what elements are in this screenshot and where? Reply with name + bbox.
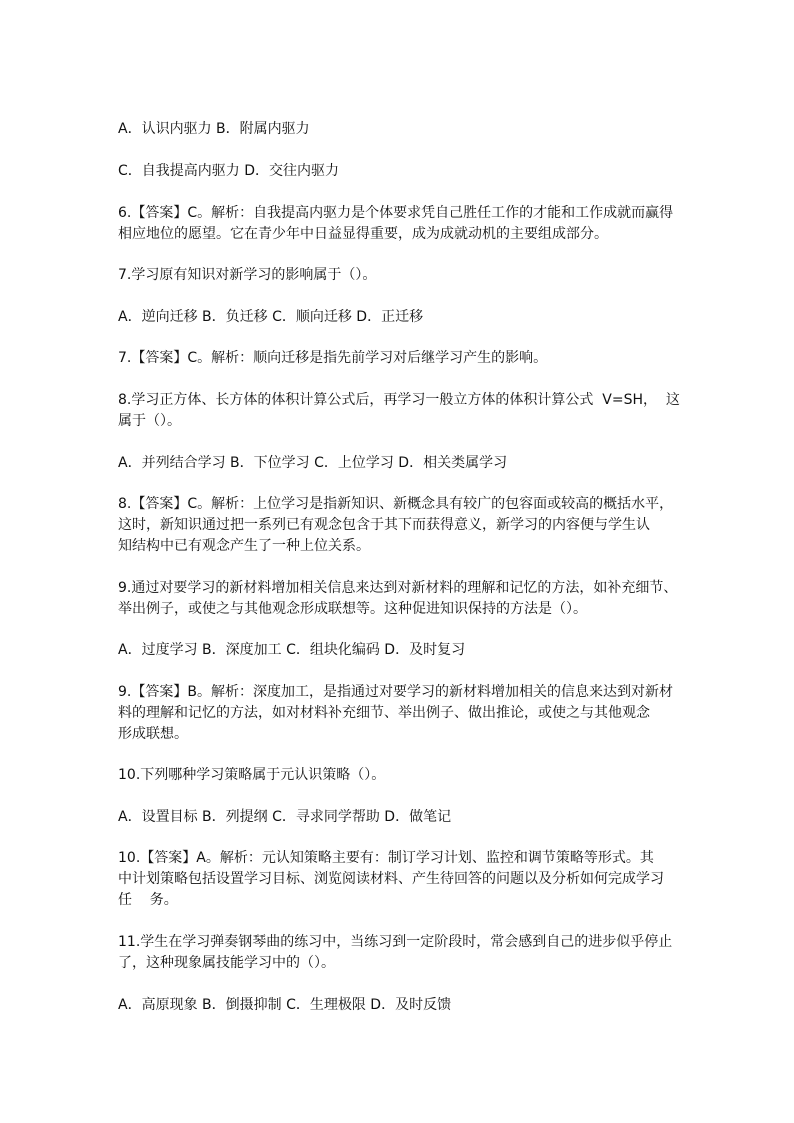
q11-options: A．高原现象 B．倒摄抑制 C．生理极限 D．及时反馈 [118,997,452,1013]
q5-options-ab: A．认识内驱力 B．附属内驱力 [118,121,310,137]
question-9-line-2: 举出例子，或使之与其他观念形成联想等。这种促进知识保持的方法是（）。 [118,601,587,617]
question-9-line-1: 9.通过对要学习的新材料增加相关信息来达到对新材料的理解和记忆的方法，如补充细节、 [118,580,678,596]
q5-options-cd: C．自我提高内驱力 D．交往内驱力 [118,163,340,179]
answer-8-line-3: 知结构中已有观念产生了一种上位关系。 [118,538,370,554]
question-10: 10.下列哪种学习策略属于元认识策略（）。 [118,767,386,783]
answer-8-line-2: 这时，新知识通过把一系列已有观念包含于其下而获得意义，新学习的内容便与学生认 [118,517,650,533]
q7-options: A．逆向迁移 B．负迁移 C．顺向迁移 D．正迁移 [118,309,424,325]
answer-9-line-3: 形成联想。 [118,726,188,742]
q9-options: A．过度学习 B．深度加工 C．组块化编码 D．及时复习 [118,642,466,658]
question-7: 7.学习原有知识对新学习的影响属于（）。 [118,267,377,283]
q10-options: A．设置目标 B．列提纲 C．寻求同学帮助 D．做笔记 [118,809,452,825]
answer-10-line-2: 中计划策略包括设置学习目标、浏览阅读材料、产生待回答的问题以及分析如何完成学习 [118,871,664,887]
question-11-line-1: 11.学生在学习弹奏钢琴曲的练习中，当练习到一定阶段时，常会感到自己的进步似乎停止 [118,934,673,950]
q8-options: A．并列结合学习 B．下位学习 C．上位学习 D．相关类属学习 [118,455,508,471]
answer-6-line-2: 相应地位的愿望。它在青少年中日益显得重要，成为成就动机的主要组成部分。 [118,226,608,242]
question-8-line-1: 8.学习正方体、长方体的体积计算公式后，再学习一般立方体的体积计算公式 V=SH， 这 [118,392,680,408]
answer-6-line-1: 6.【答案】C。解析：自我提高内驱力是个体要求凭自己胜任工作的才能和工作成就而赢得 [118,205,674,221]
answer-8-line-1: 8.【答案】C。解析：上位学习是指新知识、新概念具有较广的包容面或较高的概括水平， [118,496,674,512]
answer-9-line-2: 料的理解和记忆的方法，如对材料补充细节、举出例子、做出推论，或使之与其他观念 [118,705,650,721]
answer-9-line-1: 9.【答案】B。解析：深度加工，是指通过对要学习的新材料增加相关的信息来达到对新材 [118,684,673,700]
question-8-line-2: 属于（）。 [118,413,181,429]
question-11-line-2: 了，这种现象属技能学习中的（）。 [118,955,335,971]
answer-10-line-1: 10.【答案】A。解析：元认知策略主要有：制订学习计划、监控和调节策略等形式。其 [118,850,654,866]
answer-7: 7.【答案】C。解析：顺向迁移是指先前学习对后继学习产生的影响。 [118,350,548,366]
answer-10-line-3: 任 务。 [118,892,178,908]
